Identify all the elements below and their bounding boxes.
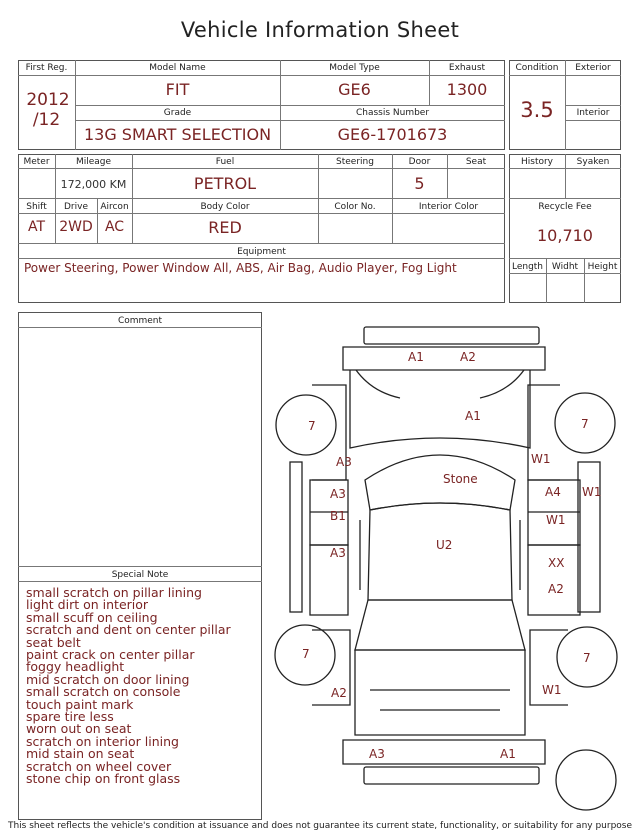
label-front-bumper-b: A2 [460,350,476,364]
comment-label: Comment [117,316,163,326]
trunk [355,650,525,735]
label-front-bumper-a: A1 [408,350,424,364]
drive-label: Drive [64,202,88,212]
label-fender-left: A3 [336,455,352,469]
list-item: paint crack on center pillar [26,647,195,663]
chassis-value: GE6-1701673 [337,125,448,144]
label-tire-rl: 7 [302,647,310,661]
list-item: small scratch on pillar lining [26,585,202,600]
label-front-door-left-a: A3 [330,487,346,501]
recycle-fee-label: Recycle Fee [538,202,592,212]
interior-color-label: Interior Color [418,202,479,212]
label-roof: U2 [436,538,453,552]
chassis-label: Chassis Number [355,108,430,118]
list-item: foggy headlight [26,659,125,675]
special-note-list [26,587,231,786]
body-color-value: RED [208,218,242,237]
front-bumper [364,327,539,344]
hood [350,370,530,448]
list-item: scratch on interior lining [26,733,179,749]
label-fender-right: W1 [531,452,551,466]
label-rear-door-left: A3 [330,546,346,560]
grade-value: 13G SMART SELECTION [83,125,272,144]
label-tire-rr: 7 [583,651,591,665]
mileage-label: Mileage [75,157,112,167]
list-item: small scuff on ceiling [26,609,158,625]
label-windshield: Stone [443,472,478,486]
syaken-label: Syaken [576,157,610,167]
label-tire-fr: 7 [581,417,589,431]
exterior-label: Exterior [575,63,611,73]
list-item: touch paint mark [26,696,134,712]
list-item: mid scratch on door lining [26,671,190,687]
list-item: light dirt on interior [26,597,149,613]
aircon-label: Aircon [100,202,129,212]
model-type-label: Model Type [329,63,380,73]
interior-label: Interior [576,108,610,118]
fuel-value: PETROL [193,174,257,193]
label-tire-fl: 7 [308,419,316,433]
model-type-value: GE6 [338,80,371,99]
exhaust-value: 1300 [446,80,488,99]
list-item: worn out on seat [26,721,132,737]
label-sill-right: W1 [582,485,602,499]
tire-front-left [276,395,336,455]
shift-label: Shift [26,202,47,212]
equipment-label: Equipment [237,247,286,257]
first-reg-label: First Reg. [25,63,68,73]
label-quarter-right: W1 [542,683,562,697]
list-item: small scratch on console [26,684,181,700]
body-color-label: Body Color [200,202,250,212]
label-hood: A1 [465,409,481,423]
model-name-value: FIT [165,80,190,99]
label-rear-door-right-a: XX [548,556,565,570]
label-front-door-right-a: A4 [545,485,561,499]
recycle-fee-value: 10,710 [537,226,593,245]
list-item: scratch on wheel cover [26,758,172,774]
list-item: spare tire less [26,709,114,725]
list-item: stone chip on front glass [26,771,181,787]
label-rear-bumper-a: A3 [369,747,385,761]
label-quarter-left: A2 [331,686,347,700]
model-name-label: Model Name [149,63,206,73]
exhaust-label: Exhaust [448,63,486,73]
equipment-value: Power Steering, Power Window All, ABS, Air Bag, Audio Player, Fog Light [24,261,457,275]
length-label: Length [511,262,544,272]
door-value: 5 [414,174,425,193]
color-no-label: Color No. [334,202,376,212]
meter-label: Meter [23,157,50,167]
disclaimer-footer: This sheet reflects the vehicle's condition at issuance and does not guarantee its current state, functionality, or suitability for any purpose [7,821,633,831]
special-note-label: Special Note [111,570,169,580]
condition-score: 3.5 [520,98,554,122]
first-reg-year: 2012 [26,90,70,110]
list-item: mid stain on seat [26,746,135,762]
fuel-label: Fuel [215,157,235,167]
height-label: Height [587,262,618,272]
aircon-value: AC [104,219,125,235]
first-reg-month: /12 [32,110,61,130]
list-item: seat belt [26,634,81,650]
door-label: Door [408,157,431,167]
list-item: scratch and dent on center pillar [26,622,231,638]
label-rear-bumper-b: A1 [500,747,516,761]
label-front-door-right-b: W1 [546,513,566,527]
steering-label: Steering [336,157,374,167]
spare-tire [556,750,616,810]
condition-label: Condition [515,63,559,73]
seat-label: Seat [465,157,487,167]
page-title: Vehicle Information Sheet [180,18,460,42]
mileage-value: 172,000 KM [60,178,127,191]
shift-value: AT [27,219,46,235]
car-damage-diagram [270,318,634,820]
windshield [365,455,515,510]
history-label: History [520,157,554,167]
width-label: Widht [551,262,579,272]
grade-label: Grade [163,108,192,118]
label-front-door-left-b: B1 [330,509,346,523]
drive-value: 2WD [59,219,93,235]
label-rear-door-right-b: A2 [548,582,564,596]
